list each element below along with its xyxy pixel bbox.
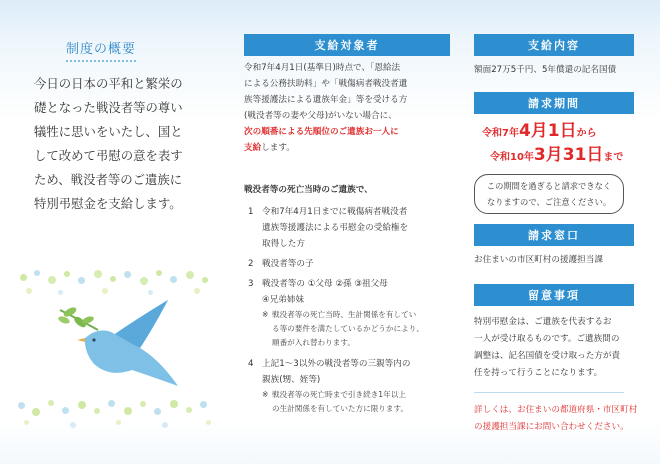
survivor-list	[248, 204, 454, 416]
eligibility-header: 支給対象者	[244, 34, 450, 56]
note-mark: ※	[262, 310, 269, 319]
list-item-line: 戦没者等の ①父母 ②孫 ③祖父母	[262, 279, 388, 289]
period-start-date: 4月1日	[518, 121, 577, 141]
list-item-line: 上記1～3以外の戦没者等の三親等内の	[262, 359, 411, 369]
contact-line: の援護担当課にお問い合わせください。	[474, 422, 629, 432]
list-item-line: 令和7年4月1日までに戦傷病者戦没者	[262, 207, 408, 217]
intro-line: による公務扶助料」や「戦傷病者戦没者遺	[244, 79, 408, 89]
list-item	[248, 276, 454, 308]
decorative-dots-bottom	[14, 398, 214, 438]
period-end-date: 3月31日	[533, 145, 604, 165]
eligibility-column	[222, 0, 454, 464]
list-item-line: 親族(甥、姪等)	[262, 375, 321, 385]
overview-title: 制度の概要	[66, 38, 136, 62]
overview-line: して改めて弔慰の意を表す	[34, 148, 183, 163]
list-item-number: 3	[248, 279, 254, 289]
overview-body	[34, 72, 194, 216]
period-end-suffix: まで	[603, 152, 624, 163]
intro-tail: します。	[261, 143, 295, 153]
period-start-suffix: から	[576, 128, 597, 139]
list-item-note	[262, 308, 454, 350]
list-item	[248, 356, 454, 388]
note-line: 順番が入れ替わります。	[272, 338, 355, 347]
note-mark: ※	[262, 390, 269, 399]
notes-line: 任を持って行うことになります。	[474, 368, 603, 378]
list-item	[248, 204, 454, 252]
period-warning-bubble	[474, 174, 624, 214]
overview-line: 犠牲に思いをいたし、国と	[34, 124, 183, 139]
list-item-line: 取得した方	[262, 239, 305, 249]
eligibility-intro	[244, 60, 454, 156]
list-item	[248, 256, 454, 272]
list-item-number: 2	[248, 259, 254, 269]
notes-line: 一人が受け取るものです。ご遺族間の	[474, 334, 620, 344]
notes-text	[474, 314, 654, 382]
bubble-line: この期間を過ぎると請求できなく	[486, 181, 612, 191]
intro-priority-line: 支給	[244, 143, 262, 153]
list-item-number: 4	[248, 359, 254, 369]
period-start-prefix: 令和7年	[482, 128, 519, 139]
note-line: の生計関係を有していた方に限ります。	[272, 404, 409, 413]
overview-line: 今日の日本の平和と繁栄の	[34, 76, 183, 91]
window-text: お住まいの市区町村の援護担当課	[474, 255, 603, 265]
notes-divider	[474, 392, 624, 393]
amount-header: 支給内容	[474, 34, 634, 56]
period-end	[490, 144, 623, 169]
period-end-prefix: 令和10年	[490, 152, 534, 163]
intro-line: (戦没者等の妻や父母)がいない場合に、	[244, 111, 397, 121]
list-item-number: 1	[248, 207, 254, 217]
list-item-line: ④兄弟姉妹	[262, 295, 305, 305]
overview-line: 特別弔慰金を支給します。	[34, 196, 182, 211]
period-header: 請求期間	[474, 92, 634, 114]
note-line: 戦没者等の死亡時まで引き続き1年以上	[272, 390, 406, 399]
note-line: る等の要件を満たしているかどうかにより、	[272, 324, 424, 333]
window-header: 請求窓口	[474, 224, 634, 246]
notes-header: 留意事項	[474, 284, 634, 306]
period-start	[482, 120, 597, 145]
intro-priority-line: 次の順番による先順位のご遺族お一人に	[244, 127, 399, 137]
list-item-line: 遺族等援護法による弔慰金の受給権を	[262, 223, 409, 233]
intro-line: 令和7年4月1日(基準日)時点で、「恩給法	[244, 63, 401, 73]
contact-text	[474, 402, 654, 436]
overview-line: 礎となった戦没者等の尊い	[34, 100, 183, 115]
note-line: 戦没者等の死亡当時、生計関係を有してい	[272, 310, 417, 319]
notes-line: 特別弔慰金は、ご遺族を代表するお	[474, 317, 612, 327]
list-item-line: 戦没者等の子	[262, 259, 314, 269]
dove-with-olive-branch-icon	[40, 290, 190, 400]
amount-text: 額面27万5千円、5年償還の記名国債	[474, 65, 617, 75]
bubble-line: なりますので、ご注意ください。	[486, 197, 612, 207]
overview-line: ため、戦没者等のご遺族に	[34, 172, 183, 187]
overview-column	[0, 0, 220, 464]
intro-line: 族等援護法による遺族年金」等を受ける方	[244, 95, 408, 105]
contact-line: 詳しくは、お住まいの都道府県・市区町村	[474, 405, 638, 415]
survivor-list-title: 戦没者等の死亡当時のご遺族で、	[244, 185, 373, 195]
notes-line: 調整は、記名国債を受け取った方が責	[474, 351, 621, 361]
list-item-note	[262, 388, 454, 416]
